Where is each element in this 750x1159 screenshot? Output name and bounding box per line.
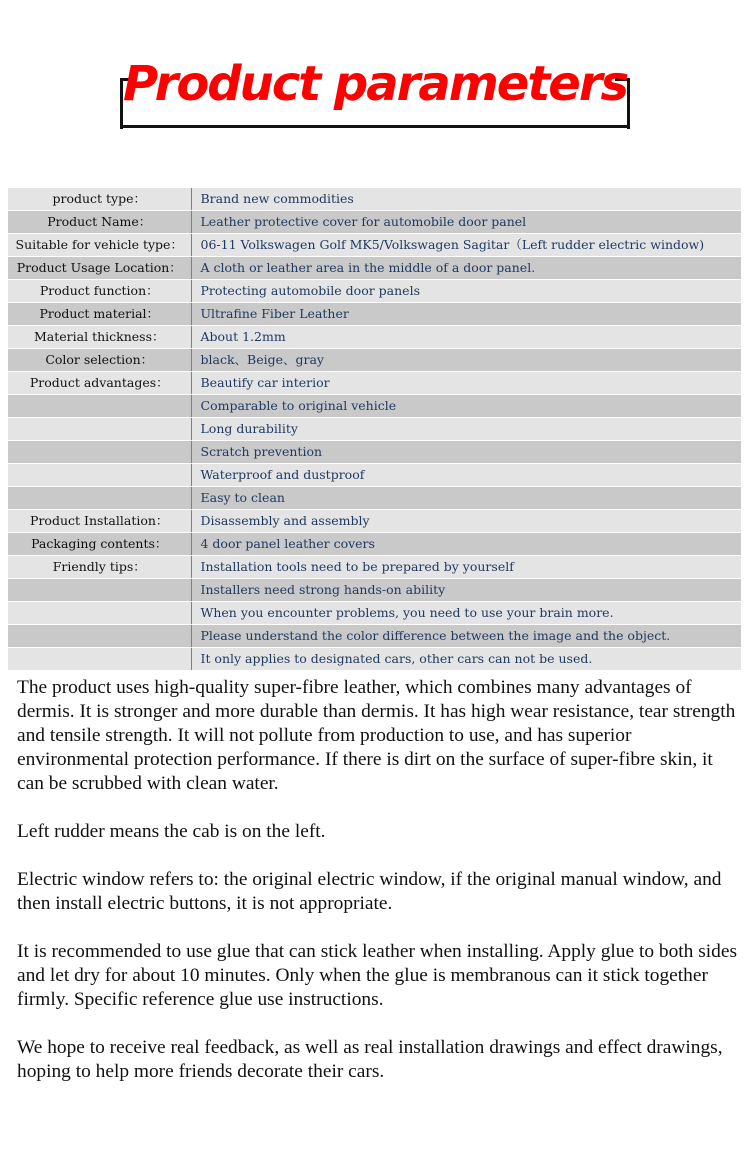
param-label — [8, 418, 191, 441]
table-row — [8, 234, 741, 257]
table-row — [8, 372, 741, 395]
param-value: When you encounter problems, you need to use your brain more. — [191, 602, 741, 625]
table-row — [8, 441, 741, 464]
page-title: Product parameters — [122, 56, 628, 112]
param-label: Product advantages： — [8, 372, 191, 395]
param-label — [8, 579, 191, 602]
table-row — [8, 349, 741, 372]
description-paragraph: Electric window refers to: the original electric window, if the original manual window, and then install electric buttons, it is not appropriate. — [17, 869, 722, 914]
param-value: Comparable to original vehicle — [191, 395, 741, 418]
title-banner — [120, 58, 630, 132]
param-value: Waterproof and dustproof — [191, 464, 741, 487]
param-value: black、Beige、gray — [191, 349, 741, 372]
table-row — [8, 188, 741, 211]
title-underline — [120, 125, 630, 128]
table-row — [8, 487, 741, 510]
table-row — [8, 464, 741, 487]
param-label: Product Name： — [8, 211, 191, 234]
table-row — [8, 257, 741, 280]
param-label: Product function： — [8, 280, 191, 303]
param-value: It only applies to designated cars, other cars can not be used. — [191, 648, 741, 671]
table-row — [8, 602, 741, 625]
description-paragraph: We hope to receive real feedback, as well as real installation drawings and effect drawings, hoping to help more friends decorate their cars. — [17, 1037, 723, 1082]
param-value: Easy to clean — [191, 487, 741, 510]
param-value: Installation tools need to be prepared by yourself — [191, 556, 741, 579]
description-paragraph: It is recommended to use glue that can stick leather when installing. Apply glue to both sides and let dry for about 10 minutes. Only when the glue is membranous can it stick together firmly. Specific reference glue use instructions. — [17, 941, 737, 1010]
param-value: 06-11 Volkswagen Golf MK5/Volkswagen Sagitar（Left rudder electric window) — [191, 234, 741, 257]
param-value: Scratch prevention — [191, 441, 741, 464]
param-value: Please understand the color difference between the image and the object. — [191, 625, 741, 648]
param-label: Material thickness： — [8, 326, 191, 349]
param-label: Product material： — [8, 303, 191, 326]
table-row — [8, 556, 741, 579]
table-row — [8, 280, 741, 303]
param-value: A cloth or leather area in the middle of a door panel. — [191, 257, 741, 280]
param-value: Protecting automobile door panels — [191, 280, 741, 303]
param-value: Leather protective cover for automobile door panel — [191, 211, 741, 234]
param-label: Friendly tips： — [8, 556, 191, 579]
param-label — [8, 648, 191, 671]
param-value: Installers need strong hands-on ability — [191, 579, 741, 602]
param-label: Suitable for vehicle type： — [8, 234, 191, 257]
param-value: About 1.2mm — [191, 326, 741, 349]
param-label: Product Installation： — [8, 510, 191, 533]
param-label — [8, 602, 191, 625]
param-label: product type： — [8, 188, 191, 211]
param-value: 4 door panel leather covers — [191, 533, 741, 556]
table-row — [8, 395, 741, 418]
param-value: Beautify car interior — [191, 372, 741, 395]
param-label: Packaging contents： — [8, 533, 191, 556]
param-value: Disassembly and assembly — [191, 510, 741, 533]
param-value: Ultrafine Fiber Leather — [191, 303, 741, 326]
param-value: Brand new commodities — [191, 188, 741, 211]
param-label — [8, 395, 191, 418]
parameters-table — [8, 188, 741, 671]
param-label — [8, 464, 191, 487]
param-label — [8, 487, 191, 510]
description-paragraph: The product uses high-quality super-fibre leather, which combines many advantages of dermis. It is stronger and more durable than dermis. It has high wear resistance, tear strength and tensile strength. It will not pollute from production to use, and has superior environmental protection performance. If there is dirt on the surface of super-fibre skin, it can be scrubbed with clean water. — [17, 677, 736, 794]
param-label: Product Usage Location： — [8, 257, 191, 280]
table-row — [8, 418, 741, 441]
param-label — [8, 625, 191, 648]
table-row — [8, 326, 741, 349]
table-row — [8, 303, 741, 326]
table-row — [8, 625, 741, 648]
param-label — [8, 441, 191, 464]
product-description — [17, 676, 739, 1108]
table-row — [8, 533, 741, 556]
table-row — [8, 211, 741, 234]
description-paragraph: Left rudder means the cab is on the left. — [17, 821, 326, 842]
table-row — [8, 648, 741, 671]
param-label: Color selection： — [8, 349, 191, 372]
param-value: Long durability — [191, 418, 741, 441]
table-row — [8, 510, 741, 533]
table-row — [8, 579, 741, 602]
